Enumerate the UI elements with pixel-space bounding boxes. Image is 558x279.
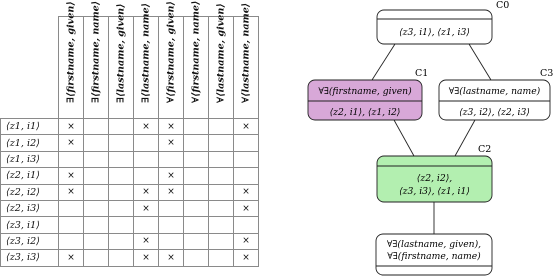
node-extent: ⟨z3, i2⟩, ⟨z2, i3⟩ [459,107,530,118]
concept-node-c1 [308,68,428,120]
concept-node-c3 [439,68,553,120]
table-cell: × [59,184,84,200]
row-label: ⟨z2, i3⟩ [1,200,59,216]
table-cell: × [234,119,259,135]
column-label: ∀⟨lastname, given⟩ [215,3,227,103]
node-label: C0 [496,0,510,11]
node-label: C1 [415,68,429,79]
row-label: ⟨z3, i3⟩ [1,250,59,266]
node-label: C3 [540,68,554,79]
concept-node-bottom [376,234,492,275]
edge-c0-c1 [372,44,395,80]
table-cell: × [134,119,159,135]
table-cell: × [159,119,184,135]
node-extent: ⟨z3, i1⟩, ⟨z1, i3⟩ [399,27,470,38]
table-cell: × [234,184,259,200]
column-label: ∀⟨lastname, name⟩ [240,2,252,103]
edge-c1-c2 [394,120,414,156]
row-label: ⟨z3, i1⟩ [1,217,59,233]
table-cell: × [234,250,259,266]
row-label: ⟨z2, i1⟩ [1,168,59,184]
concept-node-c2 [377,144,492,202]
table-cell: × [134,250,159,266]
column-label: ∃⟨firstname, given⟩ [65,1,77,103]
concept-node-c0 [377,0,509,44]
table-cell: × [159,184,184,200]
node-intent: ∀∃(lastname, given), [386,239,482,250]
edge-c0-c3 [469,44,491,80]
row-label: ⟨z1, i3⟩ [1,151,59,167]
lattice-edges [372,44,491,234]
node-intent: ∀∃(lastname, name) [448,86,541,97]
row-label: ⟨z3, i2⟩ [1,233,59,249]
row-label: ⟨z1, i2⟩ [1,135,59,151]
column-label: ∃⟨lastname, given⟩ [115,3,127,103]
table-cell: × [234,200,259,216]
node-extent: ⟨z2, i1⟩, ⟨z1, i2⟩ [329,107,401,118]
table-cell: × [159,168,184,184]
node-extent: ⟨z2, i2⟩, [416,173,453,184]
node-label: C2 [478,144,492,155]
table-cell: × [134,200,159,216]
row-label: ⟨z1, i1⟩ [1,119,59,135]
column-label: ∃⟨firstname, name⟩ [90,0,102,103]
node-extent: ⟨z3, i3⟩, ⟨z1, i1⟩ [399,186,470,197]
row-label: ⟨z2, i2⟩ [1,184,59,200]
table-cell: × [59,250,84,266]
table-cell: × [159,250,184,266]
table-cell: × [59,135,84,151]
node-intent: ∀∃(firstname, name) [387,251,481,262]
table-cell: × [234,233,259,249]
table-cell: × [159,135,184,151]
edge-c3-c2 [455,120,475,156]
column-label: ∀⟨firstname, given⟩ [165,1,177,103]
table-cell: × [59,119,84,135]
table-cell: × [59,168,84,184]
node-intent: ∀∃(firstname, given) [318,86,412,97]
column-label: ∃⟨lastname, name⟩ [140,3,152,103]
column-label: ∀⟨firstname, name⟩ [190,0,202,103]
table-cell: × [134,233,159,249]
table-cell: × [134,184,159,200]
